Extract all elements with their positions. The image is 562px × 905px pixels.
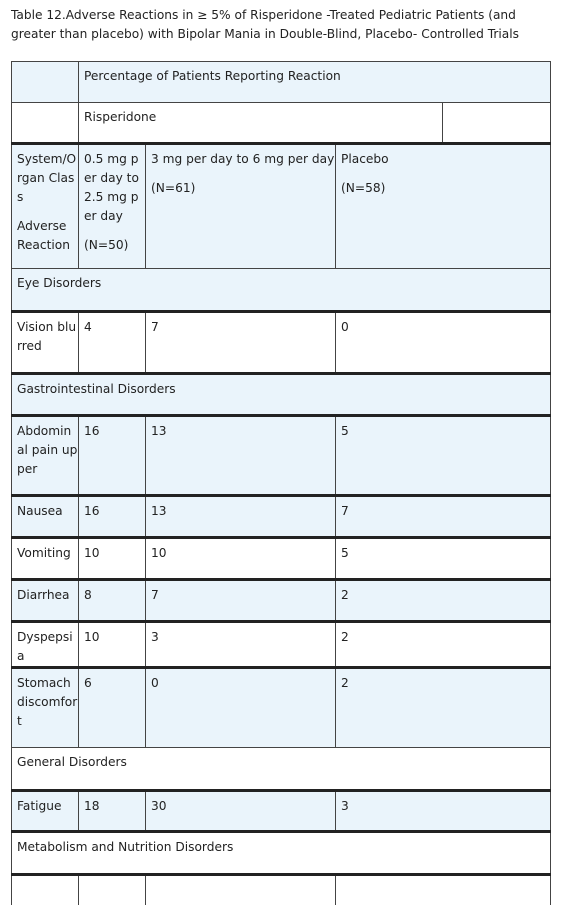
placebo-n: (N=58) <box>341 181 386 195</box>
table-row <box>12 668 551 748</box>
adverse-reactions-table <box>11 61 551 905</box>
table-row <box>12 580 551 622</box>
reaction-name: Vomiting <box>12 538 79 580</box>
high-dose-value: 30 <box>146 791 336 832</box>
table-row <box>12 416 551 496</box>
header-row-risperidone <box>12 103 551 144</box>
placebo-value: 3 <box>336 791 551 832</box>
high-dose-value: 7 <box>146 580 336 622</box>
placebo-value: 5 <box>336 538 551 580</box>
reaction-name: Diarrhea <box>12 580 79 622</box>
percentage-header: Percentage of Patients Reporting Reaction <box>79 62 551 103</box>
high-dose-n: (N=61) <box>151 181 196 195</box>
high-dose-value: 7 <box>146 312 336 374</box>
header-empty-cell <box>443 103 551 144</box>
table-row <box>12 791 551 832</box>
placebo-header <box>336 144 551 269</box>
table-row <box>12 496 551 538</box>
high-dose-value: 0 <box>146 668 336 748</box>
class-label: System/Organ Class <box>17 152 77 204</box>
reaction-name: Fatigue <box>12 791 79 832</box>
header-empty-cell <box>12 62 79 103</box>
reaction-name: Nausea <box>12 496 79 538</box>
section-gastrointestinal-disorders: Gastrointestinal Disorders <box>12 374 551 416</box>
reaction-name: Dyspepsia <box>12 622 79 668</box>
header-row-percentage <box>12 62 551 103</box>
table-row-partial <box>12 875 551 905</box>
section-eye-disorders: Eye Disorders <box>12 269 551 312</box>
section-row <box>12 748 551 791</box>
high-dose-value: 13 <box>146 496 336 538</box>
table-caption: Table 12.Adverse Reactions in ≥ 5% of Risperidone -Treated Pediatric Patients (and greater than placebo) with Bipolar Mania in Double-Blind, Placebo- Controlled Trials <box>11 8 520 41</box>
section-row <box>12 832 551 875</box>
low-dose-value: 8 <box>79 580 146 622</box>
header-row-columns <box>12 144 551 269</box>
high-dose-header <box>146 144 336 269</box>
system-organ-class-header <box>12 144 79 269</box>
low-dose-value: 18 <box>79 791 146 832</box>
reaction-name <box>12 875 79 905</box>
placebo-value <box>336 875 551 905</box>
low-dose-n: (N=50) <box>84 238 129 252</box>
low-dose-label: 0.5 mg per day to 2.5 mg per day <box>84 152 139 223</box>
section-row <box>12 269 551 312</box>
reaction-label: Adverse Reaction <box>17 219 70 252</box>
table-row <box>12 312 551 374</box>
high-dose-value: 13 <box>146 416 336 496</box>
table-row <box>12 538 551 580</box>
low-dose-value: 16 <box>79 496 146 538</box>
reaction-name: Abdominal pain upper <box>12 416 79 496</box>
placebo-value: 2 <box>336 622 551 668</box>
high-dose-value: 3 <box>146 622 336 668</box>
high-dose-value <box>146 875 336 905</box>
low-dose-value: 6 <box>79 668 146 748</box>
low-dose-value: 10 <box>79 538 146 580</box>
high-dose-label: 3 mg per day to 6 mg per day <box>151 152 335 166</box>
low-dose-header <box>79 144 146 269</box>
placebo-value: 7 <box>336 496 551 538</box>
section-row <box>12 374 551 416</box>
placebo-value: 5 <box>336 416 551 496</box>
placebo-label: Placebo <box>341 152 389 166</box>
header-empty-cell <box>12 103 79 144</box>
low-dose-value: 16 <box>79 416 146 496</box>
placebo-value: 0 <box>336 312 551 374</box>
placebo-value: 2 <box>336 580 551 622</box>
section-metabolism-disorders: Metabolism and Nutrition Disorders <box>12 832 551 875</box>
risperidone-header: Risperidone <box>79 103 443 144</box>
table-row <box>12 622 551 668</box>
reaction-name: Stomach discomfort <box>12 668 79 748</box>
low-dose-value: 10 <box>79 622 146 668</box>
low-dose-value <box>79 875 146 905</box>
low-dose-value: 4 <box>79 312 146 374</box>
high-dose-value: 10 <box>146 538 336 580</box>
reaction-name: Vision blurred <box>12 312 79 374</box>
placebo-value: 2 <box>336 668 551 748</box>
section-general-disorders: General Disorders <box>12 748 551 791</box>
